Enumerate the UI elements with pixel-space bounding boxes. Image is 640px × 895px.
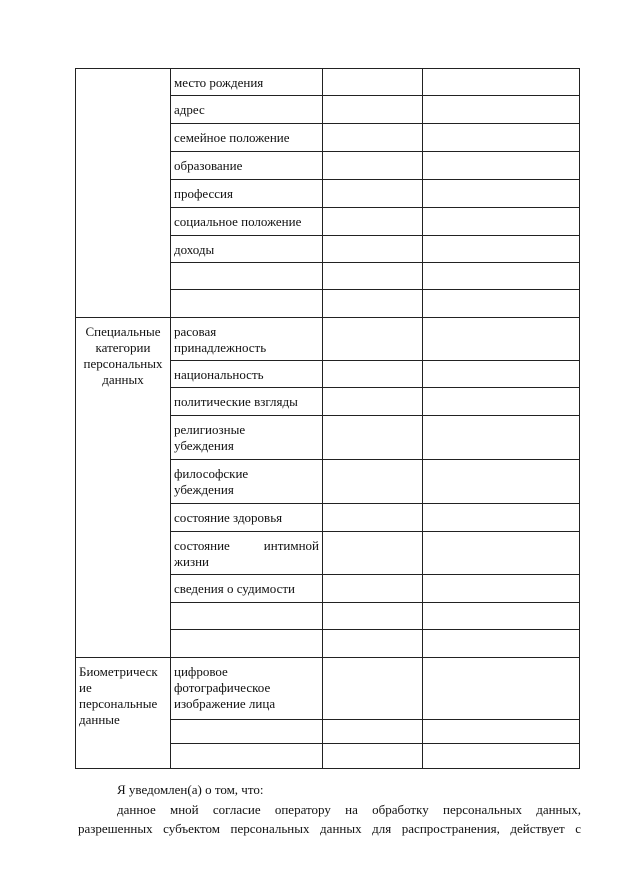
empty-cell — [423, 180, 580, 208]
empty-cell — [423, 124, 580, 152]
data-item-label: философские — [174, 466, 249, 481]
data-item-label: религиозные — [174, 422, 246, 437]
data-item-cell: доходы — [171, 236, 323, 263]
empty-cell — [323, 69, 423, 96]
empty-cell — [423, 658, 580, 720]
empty-cell — [423, 69, 580, 96]
category-cell — [76, 69, 171, 318]
data-item-label: расовая — [174, 324, 217, 339]
data-item-cell — [171, 603, 323, 630]
empty-cell — [423, 603, 580, 630]
category-label-line: ие — [79, 680, 92, 695]
empty-cell — [423, 152, 580, 180]
empty-cell — [323, 318, 423, 361]
empty-cell — [423, 720, 580, 744]
data-item-cell — [171, 388, 323, 416]
empty-cell — [423, 318, 580, 361]
data-item-cell: социальное положение — [171, 208, 323, 236]
data-item-cell — [171, 720, 323, 744]
empty-cell — [423, 416, 580, 460]
category-label-line: персональные — [79, 696, 158, 711]
empty-cell — [423, 744, 580, 769]
data-item-cell — [171, 263, 323, 290]
empty-cell — [323, 180, 423, 208]
data-item-label: состояние интимной — [174, 538, 319, 553]
empty-cell — [423, 630, 580, 658]
data-item-label: национальность — [174, 367, 264, 382]
data-item-cell — [171, 460, 323, 504]
data-item-cell — [171, 532, 323, 575]
empty-cell — [323, 152, 423, 180]
data-item-cell: семейное положение — [171, 124, 323, 152]
empty-cell — [323, 124, 423, 152]
data-item-cell — [171, 630, 323, 658]
empty-cell — [323, 388, 423, 416]
notice-line-2: разрешенных субъектом персональных данных для распространения, действует с — [78, 821, 581, 836]
data-item-cell — [171, 504, 323, 532]
personal-data-table-body — [76, 69, 580, 769]
empty-cell — [323, 744, 423, 769]
data-item-label: убеждения — [174, 482, 234, 497]
category-label-line: Специальные — [85, 324, 161, 339]
empty-cell — [323, 236, 423, 263]
data-item-label: принадлежность — [174, 340, 267, 355]
data-item-cell — [171, 318, 323, 361]
category-label-line: Биометрическ — [79, 664, 158, 679]
empty-cell — [323, 96, 423, 124]
table-row — [76, 658, 580, 720]
empty-cell — [423, 504, 580, 532]
data-item-cell: место рождения — [171, 69, 323, 96]
empty-cell — [323, 290, 423, 318]
empty-cell — [423, 96, 580, 124]
category-label-line: данных — [102, 372, 144, 387]
data-item-cell — [171, 658, 323, 720]
data-item-label: состояние здоровья — [174, 510, 283, 525]
empty-cell — [423, 208, 580, 236]
empty-cell — [423, 388, 580, 416]
data-item-cell: адрес — [171, 96, 323, 124]
data-item-label: политические взгляды — [174, 394, 298, 409]
personal-data-table — [75, 68, 580, 769]
empty-cell — [423, 460, 580, 504]
data-item-label: убеждения — [174, 438, 234, 453]
category-label-line: категории — [95, 340, 151, 355]
empty-cell — [423, 532, 580, 575]
empty-cell — [323, 720, 423, 744]
data-item-label: изображение лица — [174, 696, 276, 711]
data-item-label: сведения о судимости — [174, 581, 296, 596]
data-item-cell — [171, 361, 323, 388]
empty-cell — [423, 361, 580, 388]
empty-cell — [323, 460, 423, 504]
empty-cell — [323, 361, 423, 388]
data-item-cell: образование — [171, 152, 323, 180]
empty-cell — [323, 416, 423, 460]
category-cell — [76, 318, 171, 658]
empty-cell — [423, 263, 580, 290]
empty-cell — [323, 504, 423, 532]
data-item-label: фотографическое — [174, 680, 271, 695]
empty-cell — [323, 603, 423, 630]
category-label-line: данные — [79, 712, 120, 727]
empty-cell — [423, 575, 580, 603]
category-label-line: персональных — [83, 356, 163, 371]
empty-cell — [323, 630, 423, 658]
data-item-cell — [171, 416, 323, 460]
empty-cell — [323, 575, 423, 603]
table-row — [76, 318, 580, 361]
notice-line-1: данное мной согласие оператору на обработку персональных данных, — [117, 802, 581, 817]
data-item-cell — [171, 575, 323, 603]
empty-cell — [423, 236, 580, 263]
notice-title: Я уведомлен(а) о том, что: — [117, 782, 264, 797]
data-item-label: цифровое — [174, 664, 228, 679]
empty-cell — [323, 658, 423, 720]
data-item-cell — [171, 290, 323, 318]
data-item-cell — [171, 744, 323, 769]
data-item-cell: профессия — [171, 180, 323, 208]
data-item-label: жизни — [174, 554, 209, 569]
empty-cell — [323, 208, 423, 236]
empty-cell — [423, 290, 580, 318]
table-row — [76, 69, 580, 96]
category-cell — [76, 658, 171, 769]
empty-cell — [323, 532, 423, 575]
empty-cell — [323, 263, 423, 290]
notice-body — [78, 800, 581, 838]
